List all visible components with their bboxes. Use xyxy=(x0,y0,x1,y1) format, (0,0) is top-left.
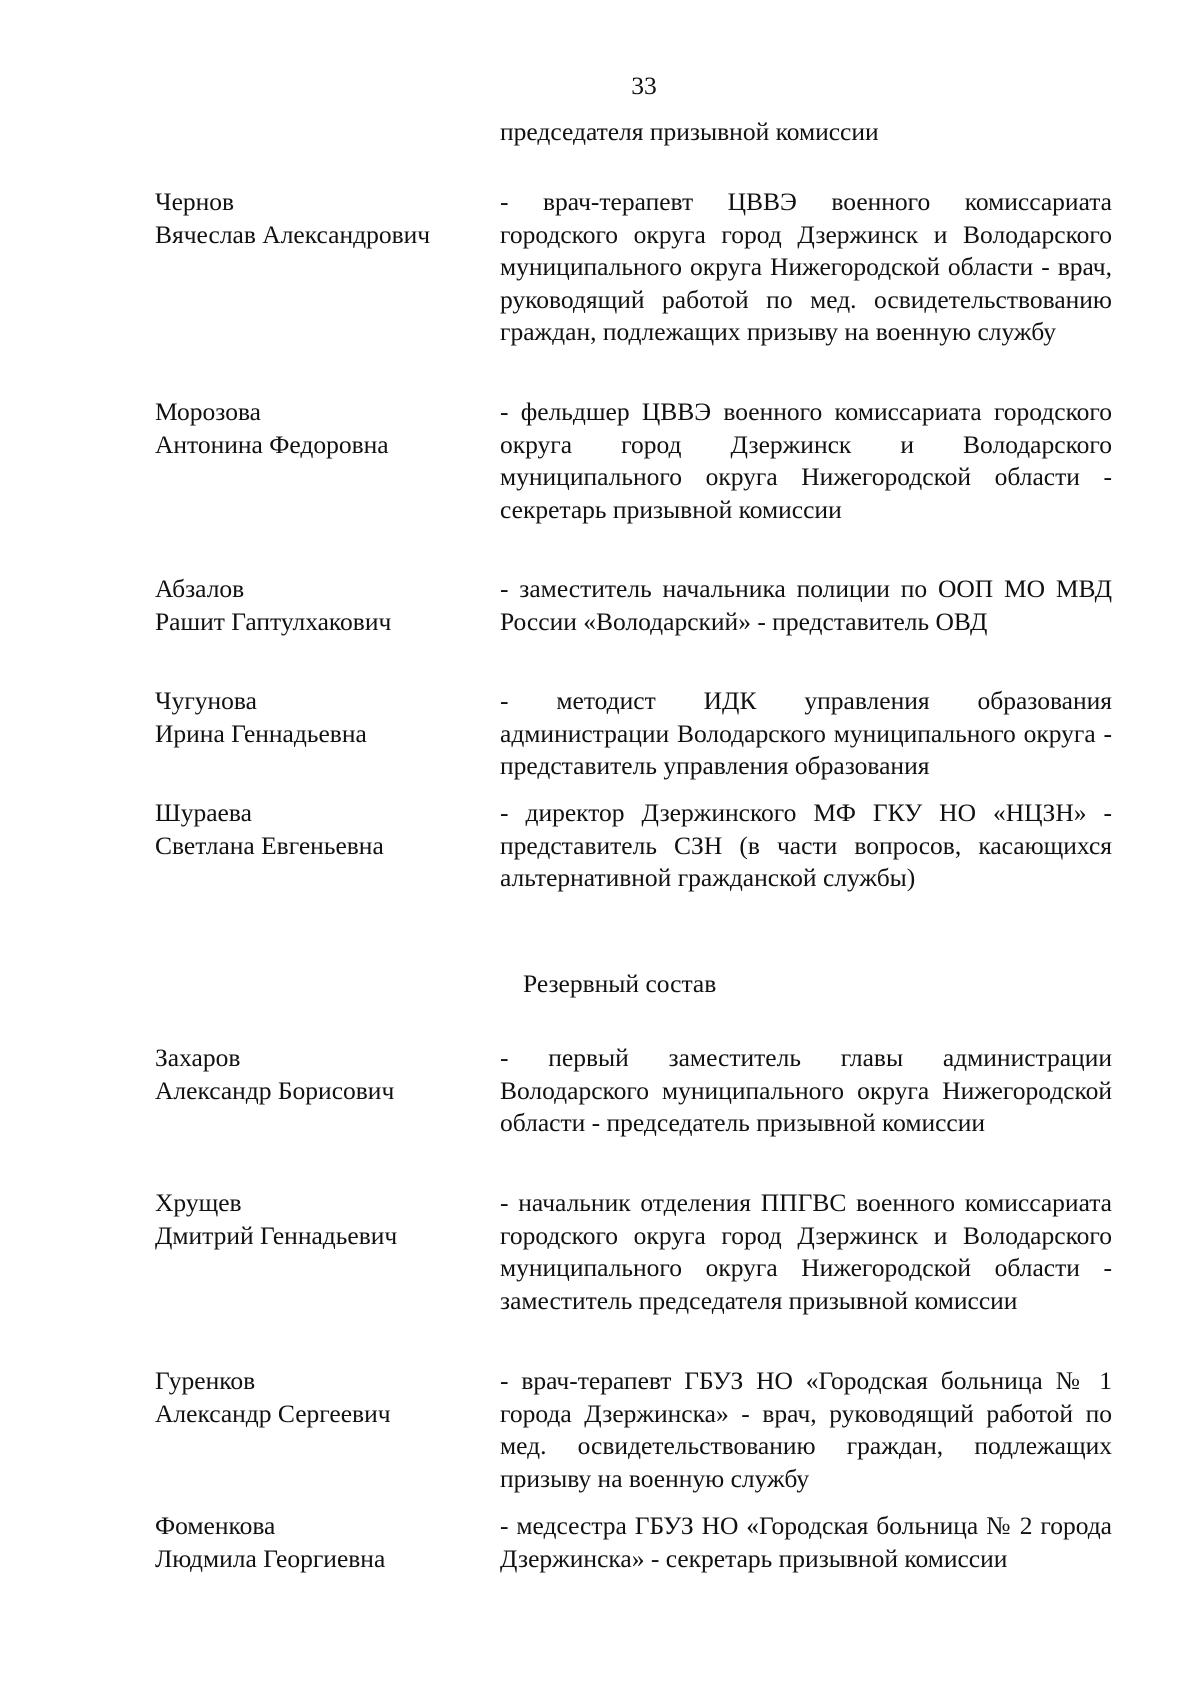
member-name xyxy=(155,573,485,638)
member-name xyxy=(155,396,485,461)
member-surname: Чугунова xyxy=(155,686,257,715)
member-role: - первый заместитель главы администрации Володарского муниципального округа Нижегородской области - председатель призывной комиссии xyxy=(500,1043,1112,1137)
member-given-names: Ирина Геннадьевна xyxy=(155,718,367,748)
reserve-section-heading: Резервный состав xyxy=(523,969,717,998)
member-role: - начальник отделения ППГВС военного комиссариата городского округа город Дзержинск и Володарского муниципального округа Нижегородской области - заместитель председателя призывной комиссии xyxy=(500,1188,1112,1315)
member-given-names: Светлана Евгеньевна xyxy=(155,830,384,860)
member-given-names: Людмила Георгиевна xyxy=(155,1543,386,1573)
member-surname: Захаров xyxy=(155,1043,241,1072)
member-given-names: Антонина Федоровна xyxy=(155,429,389,459)
member-name xyxy=(155,186,485,251)
member-name xyxy=(155,685,485,750)
member-surname: Морозова xyxy=(155,397,261,426)
member-given-names: Рашит Гаптулхакович xyxy=(155,606,392,636)
member-name xyxy=(155,1042,485,1107)
member-role: - методист ИДК управления образования администрации Володарского муниципального округа - представитель управления образования xyxy=(500,686,1112,780)
member-surname: Шураева xyxy=(155,798,252,827)
member-surname: Фоменкова xyxy=(155,1511,276,1540)
member-given-names: Александр Борисович xyxy=(155,1075,395,1105)
member-surname: Абзалов xyxy=(155,574,245,603)
member-surname: Чернов xyxy=(155,187,235,216)
member-surname: Хрущев xyxy=(155,1188,242,1217)
member-role: - врач-терапевт ЦВВЭ военного комиссариата городского округа город Дзержинск и Володарского муниципального округа Нижегородской области - врач, руководящий работой по мед. освидетельствованию граждан, подлежащих призыву на военную службу xyxy=(500,187,1112,346)
member-name xyxy=(155,797,485,862)
member-role: - медсестра ГБУЗ НО «Городская больница № 2 города Дзержинска» - секретарь призывной комиссии xyxy=(500,1511,1112,1573)
member-role: - директор Дзержинского МФ ГКУ НО «НЦЗН» - представитель СЗН (в части вопросов, касающихся альтернативной гражданской службы) xyxy=(500,798,1112,892)
member-surname: Гуренков xyxy=(155,1366,256,1395)
member-name xyxy=(155,1365,485,1430)
member-given-names: Дмитрий Геннадьевич xyxy=(155,1220,398,1250)
continuation-text: председателя призывной комиссии xyxy=(500,117,879,146)
page-number: 33 xyxy=(631,71,657,100)
member-role: - фельдшер ЦВВЭ военного комиссариата городского округа город Дзержинск и Володарского муниципального округа Нижегородской области - секретарь призывной комиссии xyxy=(500,397,1112,524)
member-given-names: Александр Сергеевич xyxy=(155,1398,391,1428)
member-name xyxy=(155,1510,485,1575)
member-name xyxy=(155,1187,485,1252)
member-given-names: Вячеслав Александрович xyxy=(155,219,431,249)
member-role: - заместитель начальника полиции по ООП МО МВД России «Володарский» - представитель ОВД xyxy=(500,574,1112,636)
member-role: - врач-терапевт ГБУЗ НО «Городская больница № 1 города Дзержинска» - врач, руководящий работой по мед. освидетельствованию граждан, подлежащих призыву на военную службу xyxy=(500,1366,1112,1493)
